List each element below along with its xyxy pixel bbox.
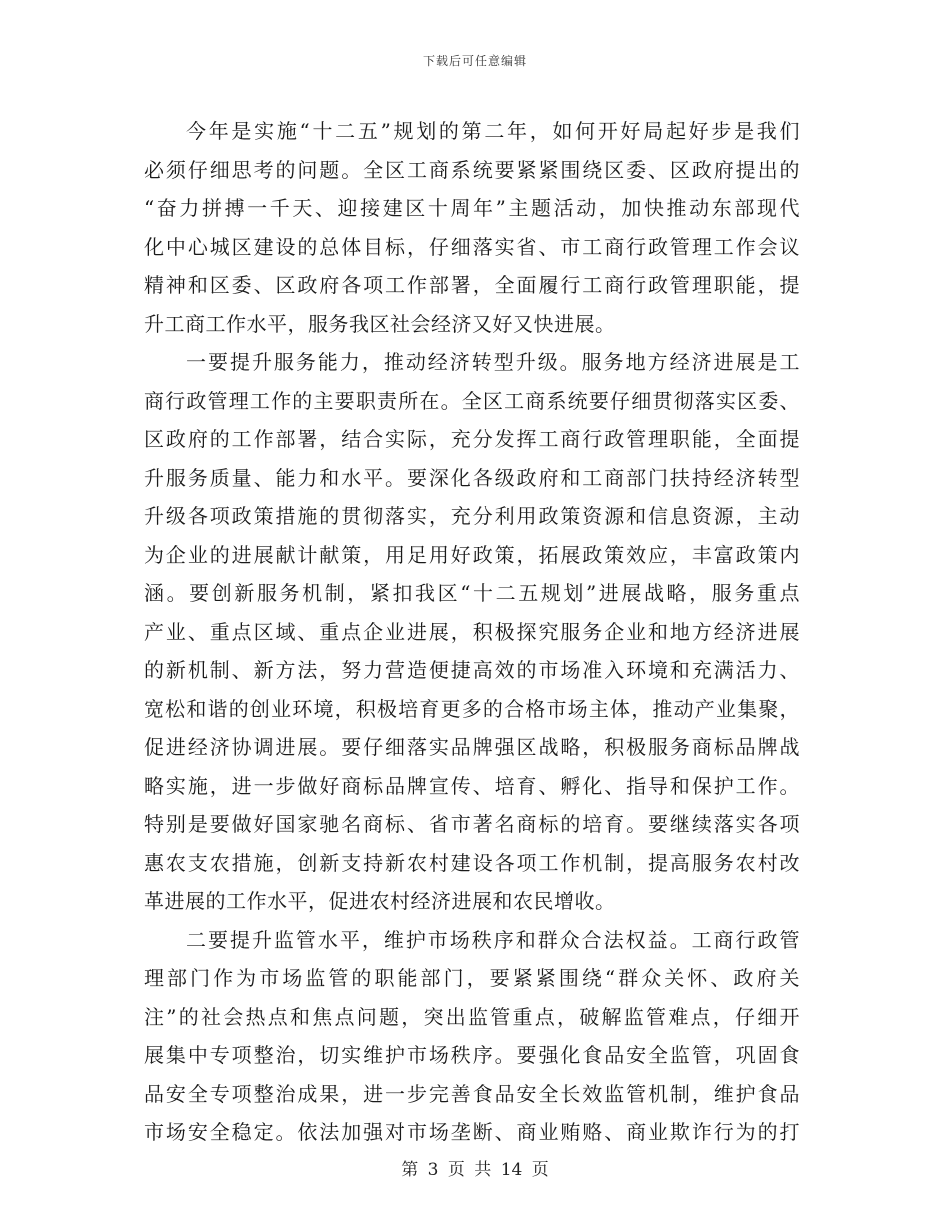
text-line: 的新机制、新方法，努力营造便捷高效的市场准入环境和充满活力、 <box>144 658 800 682</box>
text-line: 升级各项政策措施的贯彻落实，充分利用政策资源和信息资源，主动 <box>144 504 800 528</box>
body-text <box>144 112 800 1152</box>
text-line: 精神和区委、区政府各项工作部署，全面履行工商行政管理职能，提 <box>144 273 800 297</box>
text-line: 升服务质量、能力和水平。要深化各级政府和工商部门扶持经济转型 <box>144 465 800 490</box>
text-line: 商行政管理工作的主要职责所在。全区工商系统要仔细贯彻落实区委、 <box>144 388 800 413</box>
page-header: 下载后可任意编辑 <box>422 54 527 68</box>
text-line: 区政府的工作部署，结合实际，充分发挥工商行政管理职能，全面提 <box>144 427 800 451</box>
paragraph-2 <box>144 343 800 921</box>
text-line: 展集中专项整治，切实维护市场秩序。要强化食品安全监管，巩固食 <box>144 1043 800 1067</box>
paragraph-3 <box>144 921 800 1152</box>
text-line: 必须仔细思考的问题。全区工商系统要紧紧围绕区委、区政府提出的 <box>144 157 800 182</box>
text-line: 为企业的进展献计献策，用足用好政策，拓展政策效应，丰富政策内 <box>144 542 800 567</box>
text-line: 市场安全稳定。依法加强对市场垄断、商业贿赂、商业欺诈行为的打 <box>144 1120 800 1144</box>
text-line: 升工商工作水平，服务我区社会经济又好又快进展。 <box>144 311 616 336</box>
text-line: 特别是要做好国家驰名商标、省市著名商标的培育。要继续落实各项 <box>144 812 800 836</box>
text-line: 产业、重点区域、重点企业进展，积极探究服务企业和地方经济进展 <box>144 619 800 644</box>
text-line: 革进展的工作水平，促进农村经济进展和农民增收。 <box>144 889 616 913</box>
text-line: 今年是实施“十二五”规划的第二年，如何开好局起好步是我们 <box>186 119 800 143</box>
text-line: 促进经济协调进展。要仔细落实品牌强区战略，积极服务商标品牌战 <box>144 735 800 759</box>
text-line: 略实施，进一步做好商标品牌宣传、培育、孵化、指导和保护工作。 <box>144 773 800 798</box>
text-line: 二要提升监管水平，维护市场秩序和群众合法权益。工商行政管 <box>186 927 800 952</box>
text-line: 注”的社会热点和焦点问题，突出监管重点，破解监管难点，仔细开 <box>144 1004 800 1029</box>
text-line: 化中心城区建设的总体目标，仔细落实省、市工商行政管理工作会议 <box>144 234 800 259</box>
text-line: 品安全专项整治成果，进一步完善食品安全长效监管机制，维护食品 <box>144 1081 800 1106</box>
text-line: 惠农支农措施，创新支持新农村建设各项工作机制，提高服务农村改 <box>144 850 800 875</box>
paragraph-1 <box>144 112 800 343</box>
text-line: 宽松和谐的创业环境，积极培育更多的合格市场主体，推动产业集聚， <box>144 696 800 721</box>
text-line: 理部门作为市场监管的职能部门，要紧紧围绕“群众关怀、政府关 <box>144 966 800 990</box>
text-line: 一要提升服务能力，推动经济转型升级。服务地方经济进展是工 <box>186 350 800 374</box>
text-line: “奋力拼搏一千天、迎接建区十周年”主题活动，加快推动东部现代 <box>144 196 800 220</box>
text-line: 涵。要创新服务机制，紧扣我区“十二五规划”进展战略，服务重点 <box>144 581 800 605</box>
page-number: 第 3 页 共 14 页 <box>401 1160 549 1180</box>
